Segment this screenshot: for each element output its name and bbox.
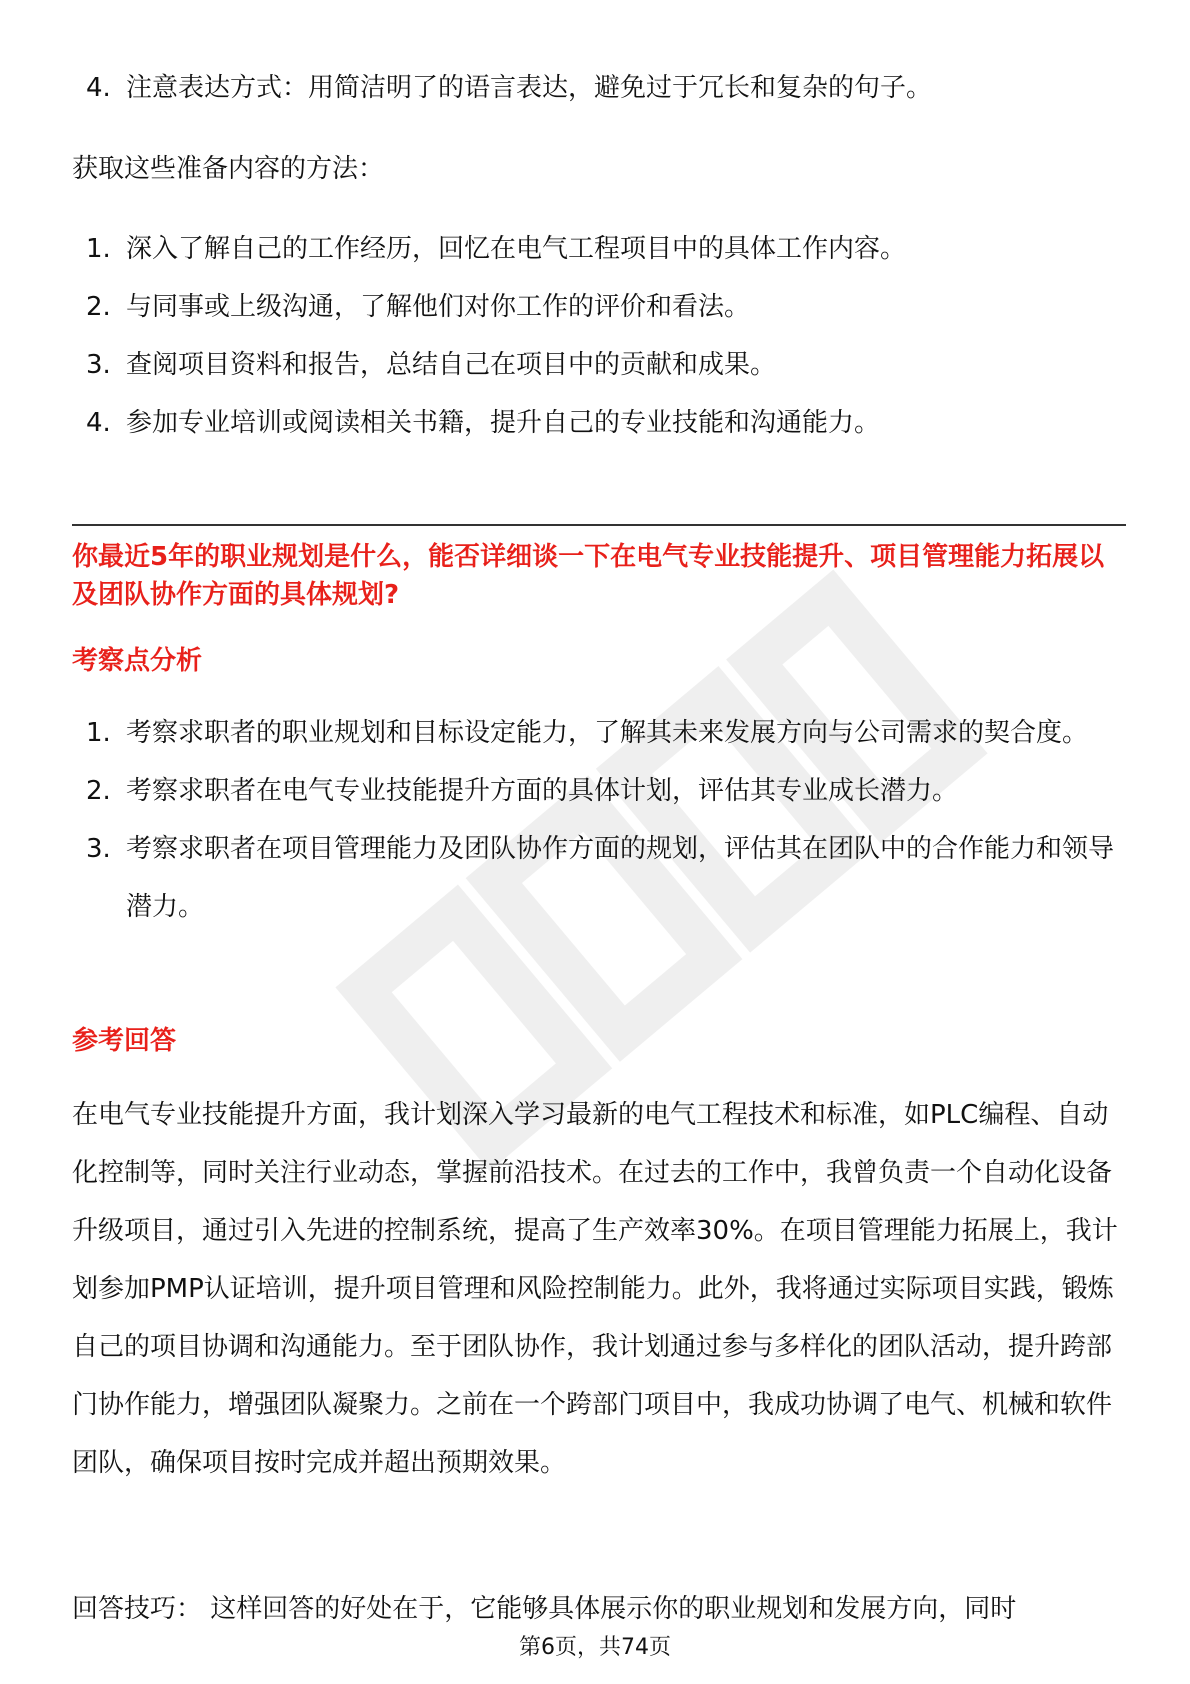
methods-list [86, 220, 1126, 452]
list-item [86, 220, 1126, 278]
list-item-text: 查阅项目资料和报告，总结自己在项目中的贡献和成果。 [126, 350, 777, 380]
list-item-number: 2. [86, 776, 111, 806]
page-number-footer: 第6页，共74页 [519, 1635, 671, 1660]
section-divider [72, 524, 1126, 526]
answer-tips: 回答技巧： 这样回答的好处在于，它能够具体展示你的职业规划和发展方向，同时 [72, 1594, 1017, 1624]
list-item [86, 394, 1126, 452]
list-item-number: 4. [86, 408, 111, 438]
list-item [86, 336, 1126, 394]
answer-text: 在电气专业技能提升方面，我计划深入学习最新的电气工程技术和标准，如PLC编程、自动化控制等，同时关注行业动态，掌握前沿技术。在过去的工作中，我曾负责一个自动化设备升级项目，通过引入先进的控制系统，提高了生产效率30%。在项目管理能力拓展上，我计划参加PMP认证培训，提升项目管理和风险控制能力。此外，我将通过实际项目实践，锻炼自己的项目协调和沟通能力。至于团队协作，我计划通过参与多样化的团队活动，提升跨部门协作能力，增强团队凝聚力。之前在一个跨部门项目中，我成功协调了电气、机械和软件团队，确保项目按时完成并超出预期效果。 [72, 1100, 1118, 1478]
list-item-number: 3. [86, 350, 111, 380]
list-item-text: 深入了解自己的工作经历，回忆在电气工程项目中的具体工作内容。 [126, 234, 907, 264]
list-item [86, 704, 1126, 762]
list-item-number: 2. [86, 292, 111, 322]
analysis-heading: 考察点分析 [72, 646, 203, 676]
list-item-text: 与同事或上级沟通，了解他们对你工作的评价和看法。 [126, 292, 751, 322]
list-item-text: 注意表达方式：用简洁明了的语言表达，避免过于冗长和复杂的句子。 [126, 73, 933, 103]
list-item-text: 考察求职者的职业规划和目标设定能力，了解其未来发展方向与公司需求的契合度。 [126, 718, 1089, 748]
list-item [86, 59, 1126, 117]
list-item [86, 278, 1126, 336]
methods-intro: 获取这些准备内容的方法： [72, 154, 385, 184]
list-item-number: 3. [86, 834, 111, 864]
analysis-list [86, 704, 1126, 936]
prep-tips-list [86, 59, 1126, 117]
interview-question: 你最近5年的职业规划是什么，能否详细谈一下在电气专业技能提升、项目管理能力拓展以及团队协作方面的具体规划? [72, 542, 1105, 610]
list-item-number: 4. [86, 73, 111, 103]
list-item-number: 1. [86, 234, 111, 264]
list-item-text: 考察求职者在项目管理能力及团队协作方面的规划，评估其在团队中的合作能力和领导潜力。 [126, 834, 1115, 922]
list-item [86, 820, 1126, 936]
list-item-number: 1. [86, 718, 111, 748]
list-item [86, 762, 1126, 820]
list-item-text: 参加专业培训或阅读相关书籍，提升自己的专业技能和沟通能力。 [126, 408, 881, 438]
answer-heading: 参考回答 [72, 1026, 177, 1056]
list-item-text: 考察求职者在电气专业技能提升方面的具体计划，评估其专业成长潜力。 [126, 776, 959, 806]
